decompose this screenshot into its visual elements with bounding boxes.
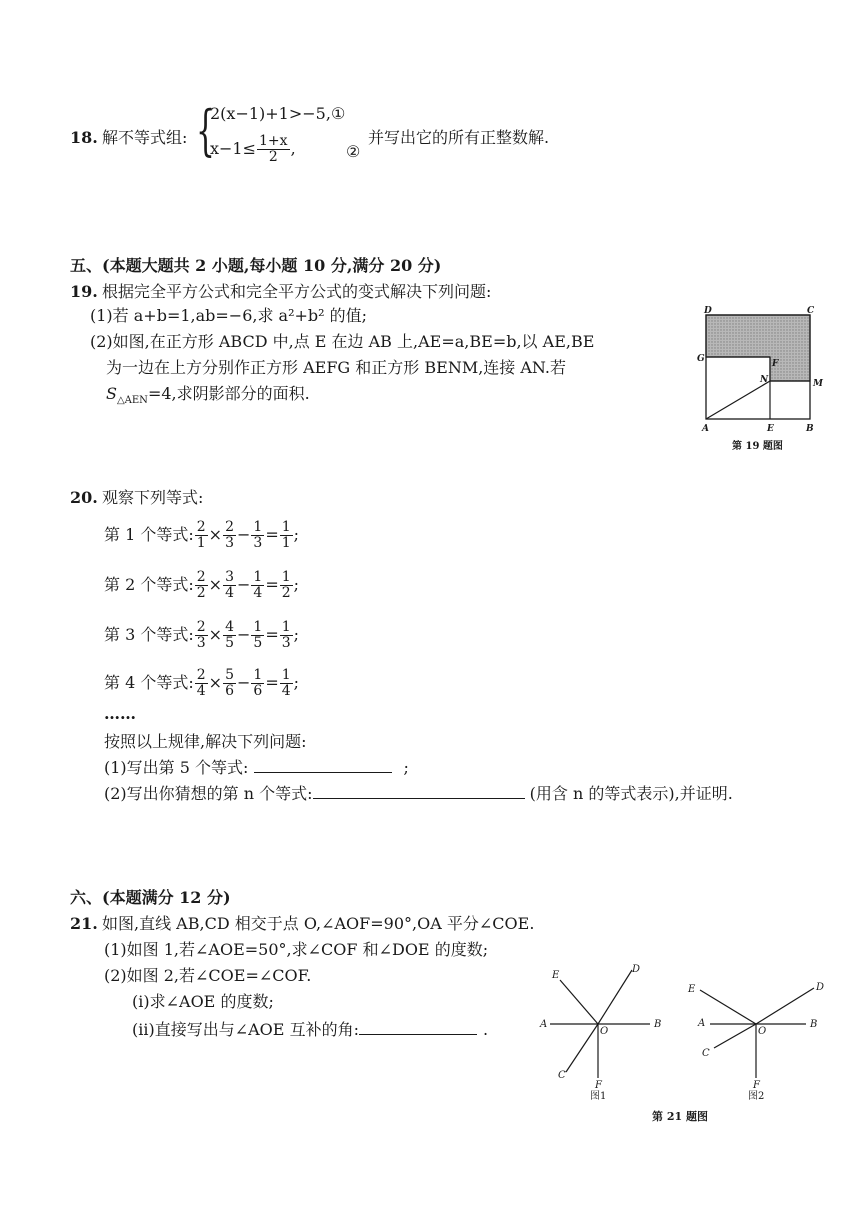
label-c: C <box>807 306 815 316</box>
label-g: G <box>697 354 705 364</box>
label-a: A <box>540 1019 548 1030</box>
ray-oe <box>560 980 598 1024</box>
label-e: E <box>552 970 560 981</box>
label-c: C <box>558 1070 566 1081</box>
q21-part-2-i: (ⅰ)求∠AOE 的度数; <box>132 992 274 1011</box>
fraction: $\frac{4}{5}$ <box>225 619 234 651</box>
label-a: A <box>698 1018 706 1029</box>
system-brace: { <box>196 99 215 162</box>
q21-part-2: (2)如图 2,若∠COE=∠COF. <box>104 966 312 985</box>
fraction: $\frac{1}{2}$ <box>281 569 291 601</box>
label-a: A <box>702 424 709 434</box>
fraction: $\frac{2}{3}$ <box>196 619 206 651</box>
section-5-heading: 五、(本题大题共 2 小题,每小题 10 分,满分 20 分) <box>70 256 442 275</box>
q19-number: 19. <box>70 282 98 301</box>
label-e: E <box>688 984 696 995</box>
section-6-heading: 六、(本题满分 12 分) <box>70 888 231 907</box>
ellipsis: …… <box>104 704 136 723</box>
label-b: B <box>806 424 814 434</box>
q21-number: 21. <box>70 914 98 933</box>
label-f: F <box>753 1080 760 1091</box>
q19-part-1: (1)若 a+b=1,ab=−6,求 a²+b² 的值; <box>90 306 368 325</box>
q20-rule: 按照以上规律,解决下列问题: <box>104 732 307 751</box>
q18-inequality-1: 2(x−1)+1>−5,① <box>210 104 346 123</box>
q19-part-2-line-1: (2)如图,在正方形 ABCD 中,点 E 在边 AB 上,AE=a,BE=b,以 AE,BE <box>90 332 595 351</box>
fraction: $\frac{1}{1}$ <box>281 519 291 551</box>
fraction: $\frac{1}{4}$ <box>281 667 291 699</box>
label-o: O <box>758 1026 767 1037</box>
label-b: B <box>810 1019 818 1030</box>
q19-part-2-line-3: $S_{\triangle AEN}=4$,求阴影部分的面积. <box>106 384 310 407</box>
fraction: $\frac{1}{3}$ <box>281 619 291 651</box>
q19-figure-caption: 第 19 题图 <box>732 441 783 452</box>
fraction: $\frac{1}{6}$ <box>253 667 263 699</box>
ray-oe <box>700 990 756 1024</box>
label-n: N <box>760 375 769 385</box>
label-d: D <box>632 964 641 975</box>
fraction: $\frac{1}{3}$ <box>253 519 263 551</box>
q18-mark-2: ② <box>346 142 361 161</box>
figure-1-caption: 图1 <box>590 1091 607 1102</box>
shaded-region <box>706 315 810 381</box>
q21-intro: 如图,直线 AB,CD 相交于点 O,∠AOF=90°,OA 平分∠COE. <box>102 914 535 933</box>
q20-intro: 观察下列等式: <box>102 488 204 507</box>
q21-part-1: (1)如图 1,若∠AOE=50°,求∠COF 和∠DOE 的度数; <box>104 940 489 959</box>
figure-2-caption: 图2 <box>748 1091 765 1102</box>
fraction: $\frac{5}{6}$ <box>225 667 234 699</box>
equation-row: 第 3 个等式: $\frac{2}{3}$ × $\frac{4}{5}$ − $\frac{1}{5}$ = $\frac{1}{3}$ ; <box>104 619 300 651</box>
fraction: $\frac{2}{4}$ <box>196 667 206 699</box>
fraction: $\frac{3}{4}$ <box>225 569 234 601</box>
q18-prompt: 解不等式组: <box>102 128 188 147</box>
label-b: B <box>654 1019 662 1030</box>
q18-suffix: 并写出它的所有正整数解. <box>368 128 550 147</box>
label-c: C <box>702 1048 710 1059</box>
q19-part-2-line-2: 为一边在上方分别作正方形 AEFG 和正方形 BENM,连接 AN.若 <box>106 358 566 377</box>
label-e: E <box>767 424 774 434</box>
fraction: $\frac{2}{1}$ <box>196 519 206 551</box>
label-f: F <box>772 359 779 369</box>
answer-blank-2[interactable] <box>313 784 525 799</box>
ray-od <box>756 988 814 1024</box>
answer-blank-3[interactable] <box>359 1020 477 1035</box>
label-m: M <box>813 379 823 389</box>
q19-figure <box>696 305 826 455</box>
equation-row: 第 1 个等式: $\frac{2}{1}$ × $\frac{2}{3}$ − $\frac{1}{3}$ = $\frac{1}{1}$ ; <box>104 519 300 551</box>
q21-figure-1 <box>536 960 676 1110</box>
label-o: O <box>600 1026 609 1037</box>
label-d: D <box>704 306 712 316</box>
equation-row: 第 4 个等式: $\frac{2}{4}$ × $\frac{5}{6}$ − $\frac{1}{6}$ = $\frac{1}{4}$ ; <box>104 667 300 699</box>
q21-part-2-ii: (ⅱ)直接写出与∠AOE 互补的角: . <box>132 1020 489 1039</box>
q21-figure-caption: 第 21 题图 <box>652 1110 708 1123</box>
answer-blank-1[interactable] <box>254 758 392 773</box>
ray-oc <box>566 1024 598 1072</box>
segment-an <box>706 381 770 419</box>
q18-inequality-2: x−1≤ $\frac{1+x}{2}$ , <box>210 133 296 165</box>
fraction: $\frac{1}{4}$ <box>253 569 263 601</box>
q20-part-2: (2)写出你猜想的第 n 个等式: (用含 n 的等式表示),并证明. <box>104 784 733 803</box>
q20-number: 20. <box>70 488 98 507</box>
q19-intro: 根据完全平方公式和完全平方公式的变式解决下列问题: <box>102 282 492 301</box>
ray-od <box>598 970 632 1024</box>
fraction: $\frac{2}{3}$ <box>225 519 234 551</box>
q18-number: 18. <box>70 128 98 147</box>
label-f: F <box>595 1080 602 1091</box>
q18 <box>0 0 860 180</box>
ray-oc <box>714 1024 756 1048</box>
label-d: D <box>816 982 825 993</box>
q20-part-1: (1)写出第 5 个等式: ; <box>104 758 409 777</box>
fraction: $\frac{1}{5}$ <box>253 619 263 651</box>
fraction: $\frac{2}{2}$ <box>196 569 206 601</box>
fraction: $\frac{1+x}{2}$ <box>259 133 288 165</box>
q21-figure-2 <box>682 960 832 1110</box>
equation-row: 第 2 个等式: $\frac{2}{2}$ × $\frac{3}{4}$ − $\frac{1}{4}$ = $\frac{1}{2}$ ; <box>104 569 300 601</box>
